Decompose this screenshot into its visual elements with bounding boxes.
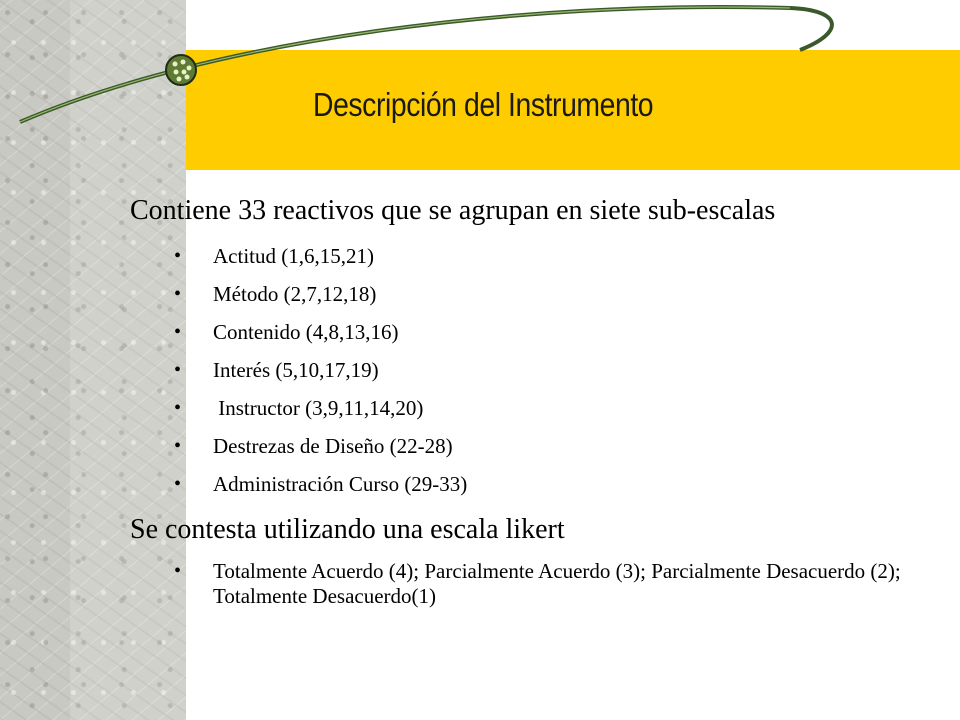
subscale-list xyxy=(130,244,930,497)
list-item-text: Interés (5,10,17,19) xyxy=(213,358,379,382)
list-item xyxy=(130,396,930,421)
slide-body xyxy=(130,192,930,609)
main-point-subscales: Contiene 33 reactivos que se agrupan en siete sub-escalas xyxy=(130,195,776,226)
bullet-icon: • xyxy=(174,321,182,343)
bullet-icon: • xyxy=(174,397,182,419)
list-item-text: Actitud (1,6,15,21) xyxy=(213,244,374,268)
bullet-icon: • xyxy=(174,473,182,495)
bullet-icon: • xyxy=(174,245,182,267)
main-point-likert: Se contesta utilizando una escala likert xyxy=(130,514,565,545)
list-item-text: Destrezas de Diseño (22-28) xyxy=(213,434,453,458)
list-item-text: Contenido (4,8,13,16) xyxy=(213,320,399,344)
list-item xyxy=(130,434,930,459)
slide-title: Descripción del Instrumento xyxy=(313,86,654,123)
bullet-icon: • xyxy=(174,560,182,582)
list-item-text: Método (2,7,12,18) xyxy=(213,282,377,306)
list-item-text: Totalmente Acuerdo (4); Parcialmente Acuerdo (3); Parcialmente Desacuerdo (2); Totalmente Desacuerdo(1) xyxy=(213,559,901,608)
orb-icon xyxy=(166,55,196,85)
bullet-icon: • xyxy=(174,435,182,457)
list-item-text: Instructor (3,9,11,14,20) xyxy=(213,396,424,420)
likert-list xyxy=(130,559,930,609)
list-item xyxy=(130,320,930,345)
list-item-text: Administración Curso (29-33) xyxy=(213,472,468,496)
bullet-icon: • xyxy=(174,283,182,305)
list-item xyxy=(130,472,930,497)
list-item xyxy=(130,358,930,383)
list-item xyxy=(130,282,930,307)
list-item xyxy=(130,559,913,609)
list-item xyxy=(130,244,930,269)
bullet-icon: • xyxy=(174,359,182,381)
